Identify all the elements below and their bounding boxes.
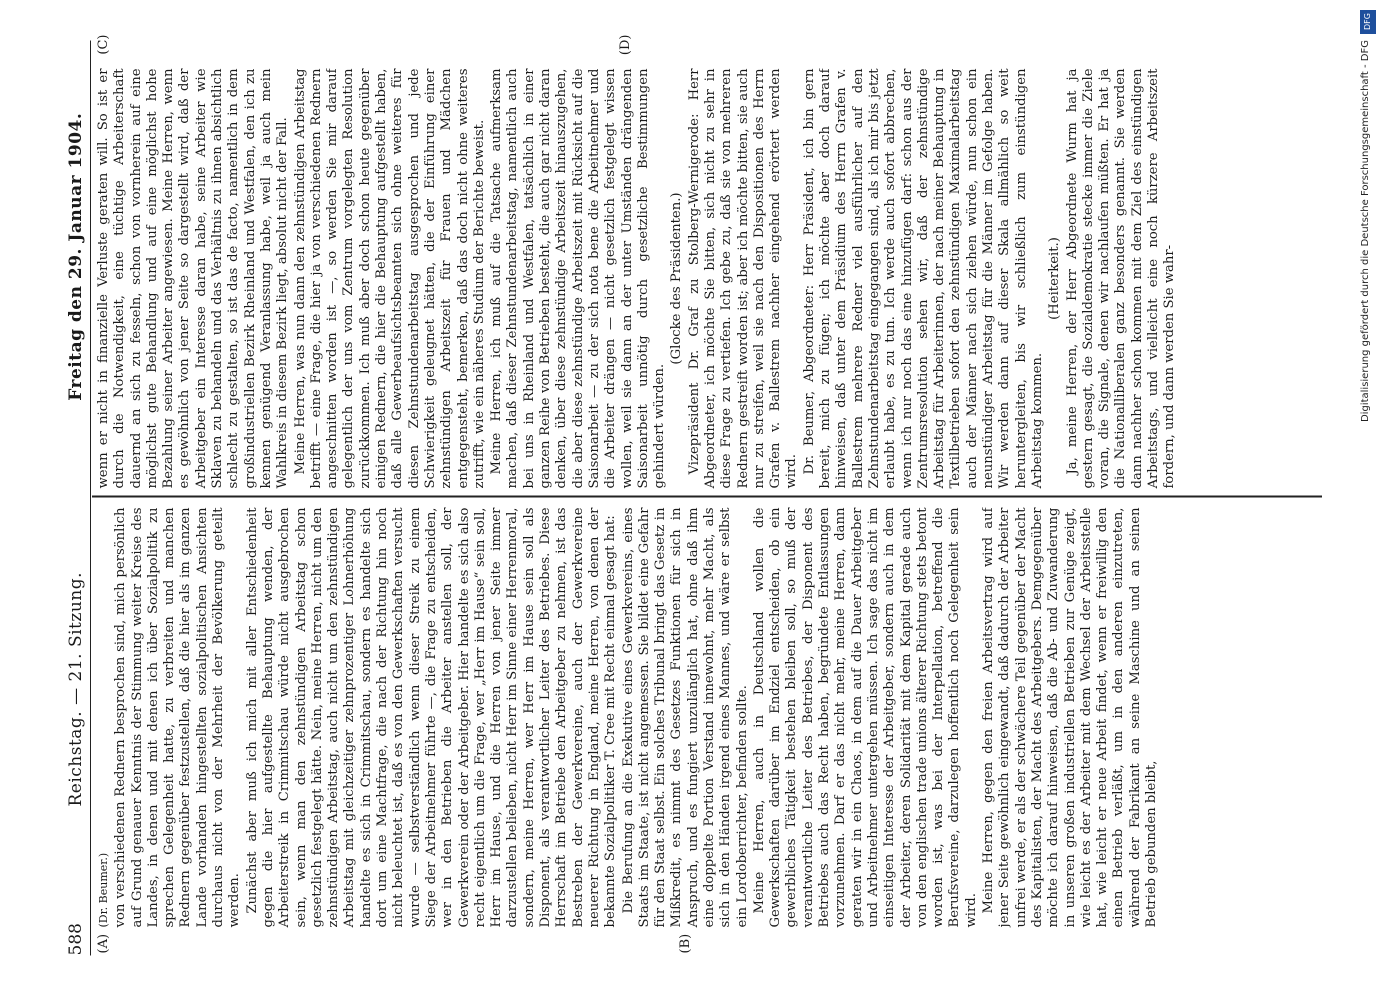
paragraph: Meine Herren, ich muß auf die Tatsache aufmerksam machen, daß dieser Zehnstundenarbeitstag, namentlich auch bei uns in Rheinland und Westfalen, tatsächlich in einer ganzen Reihe von Betrieben besteht, die auch gar nicht daran denken, über diese zehnstündige Arbeitszeit hinauszugehen, die aber diese zehnstündige Arbeitszeit mit Rücksicht auf die Saisonarbeit — zu der sich nota bene die Arbeitnehmer und die Arbeiter drängen — nicht gesetzlich festgelegt wissen wollen, weil sie dann an der unter Umständen drängenden Saisonarbeit unnötig durch gesetzliche Bestimmungen gehindert würden.: [489, 68, 668, 488]
rotated-page-content: [58, 34, 1328, 955]
scanned-page: [48, 30, 1338, 965]
page-number: 588: [66, 922, 86, 955]
credit-text: Digitalisierung gefördert durch die Deutsche Forschungsgemeinschaft - DFG: [1360, 40, 1371, 423]
paragraph: Vizepräsident Dr. Graf zu Stolberg-Wernigerode: Herr Abgeordneter, ich möchte Sie bitten, sich nicht zu sehr in diese Frage zu vertiefen. Ich gebe zu, daß sie von mehreren Rednern gestreift worden ist; aber ich möchte bitten, sie auch nur zu streifen, weil sie nach den Dispositionen des Herrn Grafen v. Ballestrem nachher eingehend erörtert werden wird.: [686, 68, 800, 488]
right-running-title: Freitag den 29. Januar 1904.: [66, 112, 86, 401]
right-text-column: [96, 68, 1322, 488]
paragraph: von verschiedenen Rednern besprochen sind, mich persönlich auf Grund genauer Kenntnis der Stimmung weiter Kreise des Landes, in denen und mit denen ich über Sozialpolitik zu sprechen Gelegenheit hatte, zu verbreiten und manchen Rednern gegenüber festzustellen, daß die hier als im ganzen Lande vorhanden hingestellten sozialpolitischen Ansichten durchaus nicht von der Mehrheit der Bevölkerung geteilt werden.: [113, 507, 243, 927]
margin-mark-d: (D): [618, 34, 633, 55]
paragraph: Meine Herren, gegen den freien Arbeitsvertrag wird auf jener Seite gewöhnlich eingewandt, daß dadurch der Arbeiter unfrei werde, er als der schwächere Teil gegenüber der Macht des Kapitalisten, der Macht des Arbeitgebers. Demgegenüber möchte ich darauf hinweisen, daß die Ab- und Zuwanderung in unseren großen industriellen Betrieben zur Genüge zeigt, wie leicht es der Arbeiter mit dem Wechsel der Arbeitsstelle hat, wie leicht er neue Arbeit findet, wenn er freiwillig den einen Betrieb verläßt, um in den anderen einzutreten, während der Fabrikant an seine Maschine und an seinen Betrieb gebunden bleibt,: [981, 507, 1159, 927]
digitization-credit: [1357, 10, 1379, 990]
paragraph: Zunächst aber muß ich mich mit aller Entschiedenheit gegen die hier aufgestellte Behauptung wenden, der Arbeiterstreik in Crimmitschau würde nicht ausgebrochen sein, wenn man den zehnstündigen Arbeitstag schon gesetzlich festgelegt hätte. Nein, meine Herren, nicht um den zehnstündigen Arbeitstag, auch nicht um den zehnstündigen Arbeitstag mit gleichzeitiger zehnprozentiger Lohnerhöhung handelte es sich in Crimmitschau, sondern es handelte sich dort um eine Machtfrage, die nach der Richtung hin noch nicht beleuchtet ist, daß es von den Gewerkschaften versucht wurde — selbstverständlich wenn dieser Streik zu einem Siege der Arbeitnehmer führte —, die Frage zu entscheiden, wer in den Betrieben die Arbeiter anstellen soll, der Gewerkverein oder der Arbeitgeber. Hier handelte es sich also recht eigentlich um die Frage, wer „Herr im Hause“ sein soll, Herr im Hause, und die Herren von jener Seite immer darzustellen belieben, nicht Herr im Sinne einer Herrenmoral, sondern, meine Herren, wer Herr im Hause sein soll als Disponent, als verantwortlicher Leiter des Betriebes. Diese Herrschaft im Betriebe den Arbeitgeber zu nehmen, ist das Bestreben der Gewerkvereine, auch der Gewerkvereine neuerer Richtung in England, meine Herren, von denen der bekannte Sozialpolitiker T. Cree mit Recht einmal gesagt hat:: [244, 507, 619, 927]
column-divider: [92, 496, 1322, 498]
speaker-continuation: (Dr. Beumer.): [97, 852, 110, 927]
margin-mark-c: (C): [96, 34, 111, 55]
left-running-title: Reichstag. — 21. Sitzung.: [66, 571, 86, 807]
paragraph: Dr. Beumer, Abgeordneter: Herr Präsident, ich bin gern bereit, mich zu fügen; ich möchte aber doch darauf hinweisen, daß unter dem Präsidium des Herrn Grafen v. Ballestrem mehrere Redner viel ausführlicher auf den Zehnstundenarbeitstag eingegangen sind, als ich mir bis jetzt erlaubt habe, es zu tun. Ich werde auch sofort abbrechen, wenn ich nur noch das eine hinzufügen darf: schon aus der Zentrumsresolution sehen wir, daß der zehnstündige Arbeitstag für Arbeiterinnen, der nach meiner Behauptung in Textilbetrieben sofort den zehnstündigen Maximalarbeitstag auch der Männer nach sich ziehen würde, nun schon ein neunstündiger Arbeitstag für die Männer im Gefolge haben. Wir werden dann auf dieser Skala allmählich so weit heruntergleiten, bis wir schließlich zum einstündigen Arbeitstag kommen.: [801, 68, 1045, 488]
margin-mark-a: (A): [96, 933, 111, 953]
paragraph: Meine Herren, was nun dann den zehnstündigen Arbeitstag betrifft — eine Frage, die hier ja von verschiedenen Rednern angeschnitten worden ist —, so werden Sie mir darauf gelegentlich der uns vom Zentrum vorgelegten Resolution zurückkommen. Ich muß aber doch schon heute gegenüber einigen Rednern, die hier die Behauptung aufgestellt haben, daß alle Gewerbeaufsichtsbeamten sich ohne weiteres für diesen Zehnstundenarbeitstag ausgesprochen und jede Schwierigkeit geleugnet hätten, die der Einführung einer zehnstündigen Arbeitszeit für Frauen und Mädchen entgegensteht, bemerken, daß das doch nicht ohne weiteres zutrifft, wie ein näheres Studium der Berichte beweist.: [292, 68, 487, 488]
left-text-column: [96, 507, 1322, 927]
paragraph: wenn er nicht in finanzielle Verluste geraten will. So ist er durch die Notwendigkeit, eine tüchtige Arbeiterschaft dauernd an sich zu fesseln, schon von vornherein auf eine möglichst gute Behandlung und auf eine möglichst hohe Bezahlung seiner Arbeiter angewiesen. Meine Herren, wenn es gewöhnlich von jener Seite so dargestellt wird, daß der Arbeitgeber ein Interesse daran habe, seine Arbeiter wie Sklaven zu behandeln und das Verhältnis zu ihnen absichtlich schlecht zu gestalten, so ist das de facto, namentlich in dem großindustriellen Bezirk Rheinland und Westfalen, den ich zu kennen genügend Veranlassung habe, weil ja auch mein Wahlkreis in diesem Bezirk liegt, absolut nicht der Fall.: [96, 68, 291, 488]
paragraph: Ja, meine Herren, der Herr Abgeordnete Wurm hat ja gestern gesagt, die Sozialdemokratie stecke immer die Ziele voran, die Signale, denen wir nachlaufen müßten. Er hat ja die Nationalliberalen ganz besonders genannt. Sie werden dann nachher schon kommen mit dem Ziel des einstündigen Arbeitstags, und vielleicht eine noch kürzere Arbeitszeit fordern, und dann werden Sie wahr-: [1064, 68, 1178, 488]
dfg-logo: DFG: [1360, 10, 1376, 34]
header-rule: [90, 40, 91, 955]
quotation: Die Berufung an die Exekutive eines Gewerkvereins, eines Staats im Staate, ist nicht angemessen. Sie bildet eine Gefahr für den Staat selbst. Ein solches Tribunal bringt das Gesetz in Mißkredit, es nimmt des Gesetzes Funktionen für sich in Anspruch, und es fungiert unzulänglich hat, ohne daß ihm eine doppelte Portion Verstand innewohnt, mehr Macht, als sich in den Händen irgend eines Mannes, und wäre er selbst ein Lordoberrichter, befinden sollte.: [620, 507, 750, 927]
stage-direction: (Glocke des Präsidenten.): [669, 191, 685, 365]
stage-direction: (Heiterkeit.): [1047, 236, 1063, 320]
page-header: [58, 40, 86, 955]
margin-mark-b: (B): [678, 933, 693, 953]
paragraph: Meine Herren, auch in Deutschland wollen die Gewerkschaften darüber im Endziel entscheiden, ob ein gewerbliches Tätigkeit bestehen bleiben soll, so muß der verantwortliche Leiter des Betriebes, der Disponent des Betriebes auch das Recht haben, begründete Entlassungen vorzunehmen. Darf er das nicht mehr, meine Herren, dann geraten wir in ein Chaos, in dem auf die Dauer Arbeitgeber und Arbeitnehmer untergehen müssen. Ich sage das nicht im einseitigen Interesse der Arbeitgeber, sondern auch in dem der Arbeiter, deren Solidarität mit dem Kapital gerade auch von den englischen trade unions älterer Richtung stets betont worden ist, was bei der Interpellation, betreffend die Berufsvereine, darzulegen hoffentlich noch Gelegenheit sein wird.: [751, 507, 979, 927]
